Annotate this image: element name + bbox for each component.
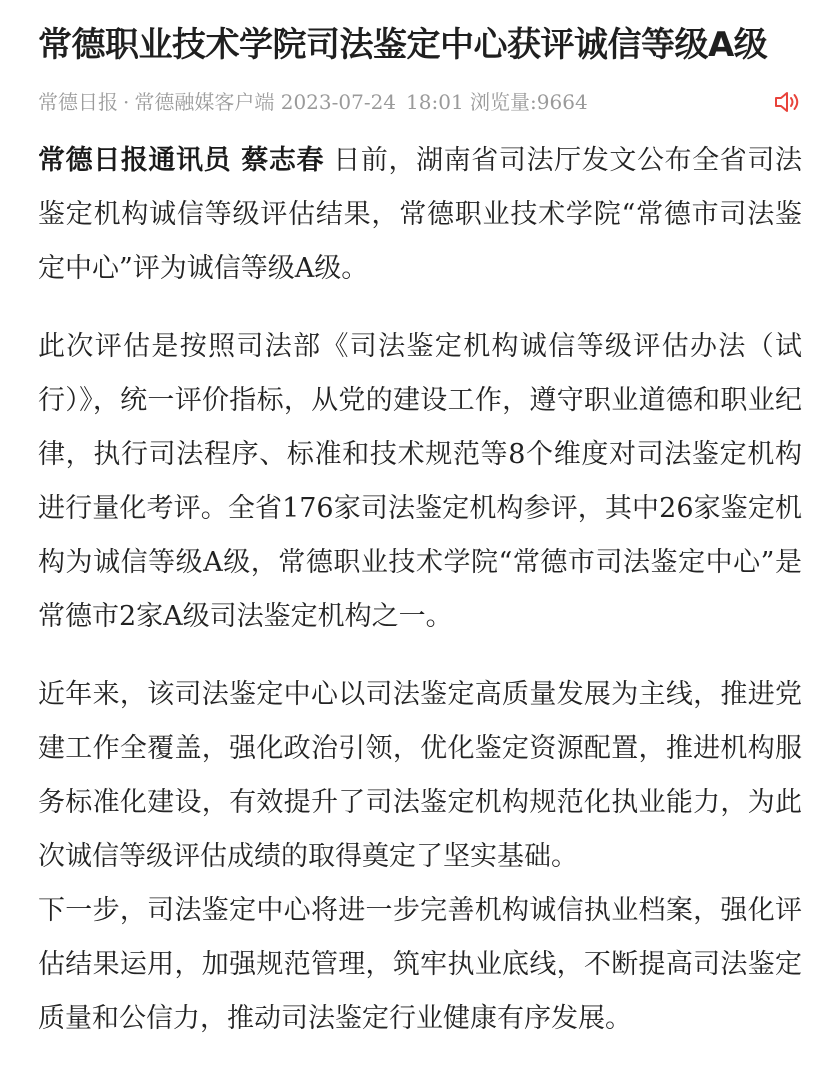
views-count: 9664 — [536, 90, 588, 114]
paragraph-text: 日前，湖南省司法厅发文公布全省司法鉴定机构诚信等级评估结果，常德职业技术学院“常德市司法鉴定中心”评为诚信等级A级。 — [38, 145, 802, 284]
article-title: 常德职业技术学院司法鉴定中心获评诚信等级A级 — [38, 25, 768, 65]
paragraph-4: 下一步，司法鉴定中心将进一步完善机构诚信执业档案，强化评估结果运用，加强规范管理，筑牢执业底线，不断提高司法鉴定质量和公信力，推动司法鉴定行业健康有序发展。 — [38, 895, 802, 1034]
article-meta — [38, 84, 802, 120]
source-channel: 常德融媒客户端 — [134, 90, 275, 114]
views-label: 浏览量: — [470, 90, 537, 114]
source-name: 常德日报 — [38, 90, 118, 114]
paragraph-2: 此次评估是按照司法部《司法鉴定机构诚信等级评估办法（试行）》，统一评价指标，从党的建设工作，遵守职业道德和职业纪律，执行司法程序、标准和技术规范等8个维度对司法鉴定机构进行量化考评。全省176家司法鉴定机构参评，其中26家鉴定机构为诚信等级A级，常德职业技术学院“常德市司法鉴定中心”是常德市2家A级司法鉴定机构之一。 — [38, 331, 802, 632]
paragraph-lead — [38, 134, 802, 296]
article-body — [38, 134, 802, 1046]
author-byline: 常德日报通讯员 蔡志春 — [38, 145, 325, 176]
meta-separator: · — [123, 90, 130, 114]
publish-date: 2023-07-24 — [280, 90, 397, 114]
speaker-icon[interactable] — [772, 87, 802, 117]
paragraph-3: 近年来，该司法鉴定中心以司法鉴定高质量发展为主线，推进党建工作全覆盖，强化政治引领，优化鉴定资源配置，推进机构服务标准化建设，有效提升了司法鉴定机构规范化执业能力，为此次诚信等级评估成绩的取得奠定了坚实基础。 — [38, 679, 802, 872]
publish-time: 18:01 — [406, 90, 464, 114]
